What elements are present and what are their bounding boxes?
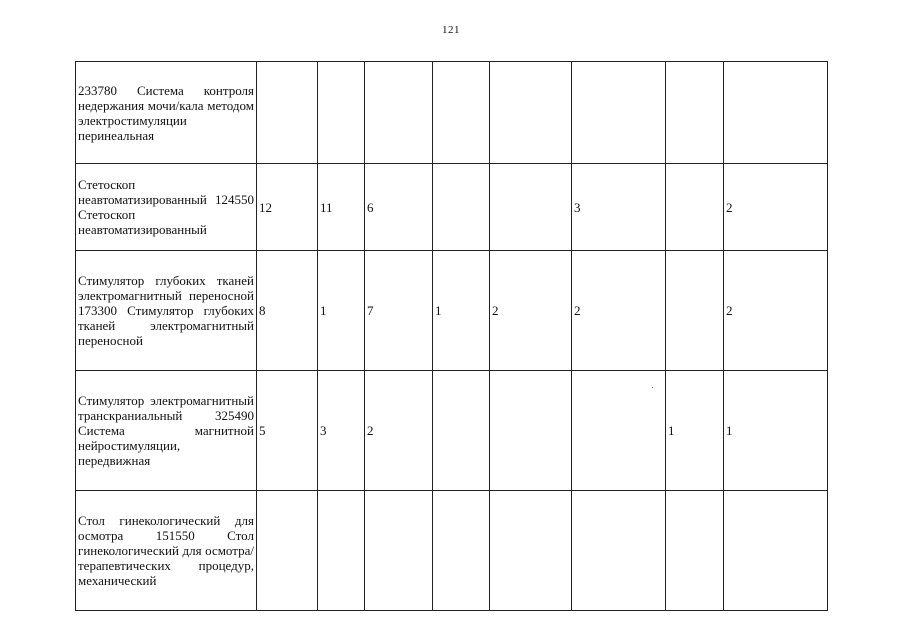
- equipment-table: [75, 61, 828, 611]
- table-row: [76, 164, 828, 251]
- value-cell: [572, 62, 666, 164]
- table-row: [76, 371, 828, 491]
- value-cell: 1: [318, 251, 365, 371]
- equipment-name-cell: Стимулятор глубоких тканей электромагнитный переносной 173300 Стимулятор глубоких тканей электромагнитный переносной: [76, 251, 257, 371]
- table-row: [76, 251, 828, 371]
- value-cell: [365, 491, 433, 611]
- value-cell: 2: [365, 371, 433, 491]
- value-cell: [365, 62, 433, 164]
- value-cell: [433, 491, 490, 611]
- value-cell: 3: [572, 164, 666, 251]
- value-cell: [433, 371, 490, 491]
- value-cell: [318, 491, 365, 611]
- scan-speck: [652, 387, 653, 388]
- equipment-name-cell: Стол гинекологический для осмотра 151550 Стол гинекологический для осмотра/терапевтических процедур, механический: [76, 491, 257, 611]
- equipment-name-cell: Стетоскоп неавтоматизированный 124550 Стетоскоп неавтоматизированный: [76, 164, 257, 251]
- value-cell: 2: [724, 251, 828, 371]
- table-row: [76, 491, 828, 611]
- value-cell: 5: [257, 371, 318, 491]
- value-cell: 2: [572, 251, 666, 371]
- value-cell: 8: [257, 251, 318, 371]
- page-number: 121: [442, 24, 460, 36]
- value-cell: [724, 491, 828, 611]
- value-cell: 1: [724, 371, 828, 491]
- value-cell: [666, 62, 724, 164]
- value-cell: 2: [490, 251, 572, 371]
- value-cell: [490, 164, 572, 251]
- value-cell: 1: [666, 371, 724, 491]
- value-cell: [572, 371, 666, 491]
- table-row: [76, 62, 828, 164]
- value-cell: [724, 62, 828, 164]
- value-cell: [490, 371, 572, 491]
- value-cell: [433, 164, 490, 251]
- value-cell: [257, 491, 318, 611]
- value-cell: [572, 491, 666, 611]
- value-cell: 7: [365, 251, 433, 371]
- value-cell: [666, 164, 724, 251]
- value-cell: [666, 491, 724, 611]
- equipment-name-cell: 233780 Система контроля недержания мочи/кала методом электростимуляции перинеальная: [76, 62, 257, 164]
- value-cell: 6: [365, 164, 433, 251]
- value-cell: [666, 251, 724, 371]
- value-cell: 3: [318, 371, 365, 491]
- value-cell: [490, 491, 572, 611]
- value-cell: 11: [318, 164, 365, 251]
- value-cell: 1: [433, 251, 490, 371]
- value-cell: 12: [257, 164, 318, 251]
- equipment-name-cell: Стимулятор электромагнитный транскраниальный 325490 Система магнитной нейростимуляции, передвижная: [76, 371, 257, 491]
- value-cell: [490, 62, 572, 164]
- value-cell: [433, 62, 490, 164]
- value-cell: [318, 62, 365, 164]
- value-cell: [257, 62, 318, 164]
- value-cell: 2: [724, 164, 828, 251]
